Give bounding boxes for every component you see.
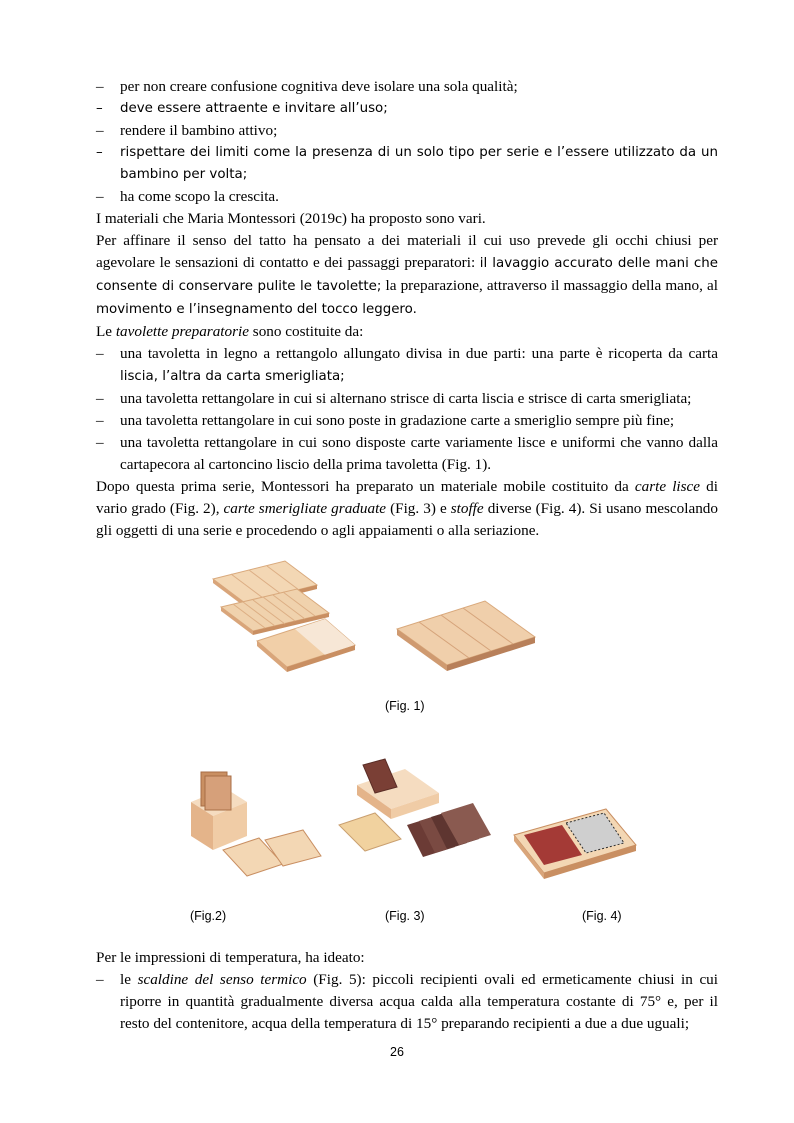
caption-fig-4: (Fig. 4)	[582, 909, 622, 923]
list-item-text: una tavoletta rettangolare in cui sono poste in gradazione carte a smeriglio sempre più fine;	[120, 412, 675, 429]
text-run: (Fig. 3) e	[386, 500, 451, 517]
list-item-text: rendere il bambino attivo;	[120, 122, 278, 139]
paragraph-temperatura: Per le impressioni di temperatura, ha ideato:	[96, 949, 365, 966]
list-item-text: deve essere attraente e invitare all’uso;	[120, 101, 388, 116]
text-run: le	[120, 971, 138, 988]
text-run: la preparazione, attraverso il massaggio della mano, al	[381, 277, 718, 294]
text-run: una tavoletta in legno a rettangolo allungato divisa in due parti: una parte è ricoperta da carta	[120, 345, 718, 362]
text-run: movimento e l’insegnamento del tocco leggero.	[96, 302, 417, 317]
text-run: liscia, l’altra da carta smerigliata;	[120, 369, 345, 384]
emphasis: tavolette preparatorie	[115, 323, 249, 340]
list-dash: –	[96, 122, 104, 139]
figure-4-fabrics-tray	[510, 805, 640, 880]
text-run: sono costituite da:	[248, 323, 364, 340]
page-number: 26	[390, 1045, 404, 1059]
caption-fig-2: (Fig.2)	[190, 909, 227, 923]
text-run: di vario grado (Fig. 2),	[96, 478, 718, 517]
wooden-box	[191, 772, 247, 850]
emphasis: carte lisce	[634, 478, 701, 495]
emphasis: scaldine del senso termico	[137, 971, 307, 988]
emphasis: carte smerigliate graduate	[223, 500, 387, 517]
text-run: dalla cartapecora al cartoncino liscio della prima tavoletta (Fig. 1).	[120, 434, 718, 473]
list-dash: –	[96, 188, 104, 205]
caption-fig-3: (Fig. 3)	[385, 909, 425, 923]
list-item-text: per non creare confusione cognitiva deve isolare una sola qualità;	[120, 78, 518, 95]
emphasis: stoffe	[450, 500, 484, 517]
tablet-graded	[397, 601, 535, 671]
caption-fig-1: (Fig. 1)	[385, 699, 425, 713]
list-item-text: ha come scopo la crescita.	[120, 188, 279, 205]
list-item	[96, 410, 718, 432]
body-text	[96, 76, 718, 542]
list-item-text: una tavoletta rettangolare in cui si alternano strisce di carta liscia e strisce di carta smerigliata;	[120, 390, 692, 407]
figure-1-tablets	[205, 555, 545, 680]
paragraph-tatto	[96, 230, 718, 321]
list-item	[96, 186, 718, 208]
list-item	[96, 969, 718, 1035]
list-item	[96, 432, 718, 476]
wooden-tray	[357, 759, 439, 819]
paragraph-tavolette-intro	[96, 321, 718, 343]
paragraph-serie	[96, 476, 718, 542]
text-run: (Fig. 5): piccoli recipienti ovali ed ermeticamente chiusi in cui riporre in quantità gradualmente diversa acqua calda alla temperatura costante di 75° e, per il resto del contenitore, acqua della temperatura di 15° preparando recipienti a due a due uguali;	[120, 971, 718, 1032]
list-dash: –	[96, 345, 104, 362]
list-dash: –	[96, 145, 103, 160]
list-dash: –	[96, 390, 104, 407]
text-run: il lavaggio accurato delle mani che consente di conservare pulite le tavolette;	[96, 256, 718, 294]
body-text-bottom	[96, 947, 718, 1035]
list-item	[96, 388, 718, 410]
sandpaper-card	[407, 803, 491, 857]
text-run: diverse (Fig. 4). Si usano mescolando gli oggetti di una serie e procedendo o agli appaiamenti o alla seriazione.	[96, 500, 718, 539]
list-item-text: rispettare dei limiti come la presenza di un solo tipo per serie e l’essere utilizzato da un bambino per volta;	[120, 145, 718, 182]
list-item	[96, 142, 718, 186]
list-dash: –	[96, 971, 104, 988]
list-dash: –	[96, 101, 103, 116]
list-item	[96, 120, 718, 142]
figure-2-smooth-cards	[185, 768, 325, 886]
text-run: Le	[96, 323, 116, 340]
list-item	[96, 76, 718, 98]
list-dash: –	[96, 78, 104, 95]
figure-3-sandpaper-cards	[335, 755, 495, 860]
list-item	[96, 98, 718, 120]
paragraph-materiali: I materiali che Maria Montessori (2019c) ha proposto sono vari.	[96, 210, 486, 227]
list-dash: –	[96, 412, 104, 429]
text-run: Dopo questa prima serie, Montessori ha preparato un materiale mobile costituito da	[96, 478, 635, 495]
text-run: Per affinare il senso del tatto ha pensato a dei materiali il cui uso prevede gli occhi chiusi per agevolare le sensazioni di contatto e dei passaggi preparatori:	[96, 232, 718, 271]
list-dash: –	[96, 434, 104, 451]
text-run: una tavoletta rettangolare in cui sono disposte carte variamente lisce e uniformi che vanno	[120, 434, 689, 451]
list-item	[96, 343, 718, 388]
